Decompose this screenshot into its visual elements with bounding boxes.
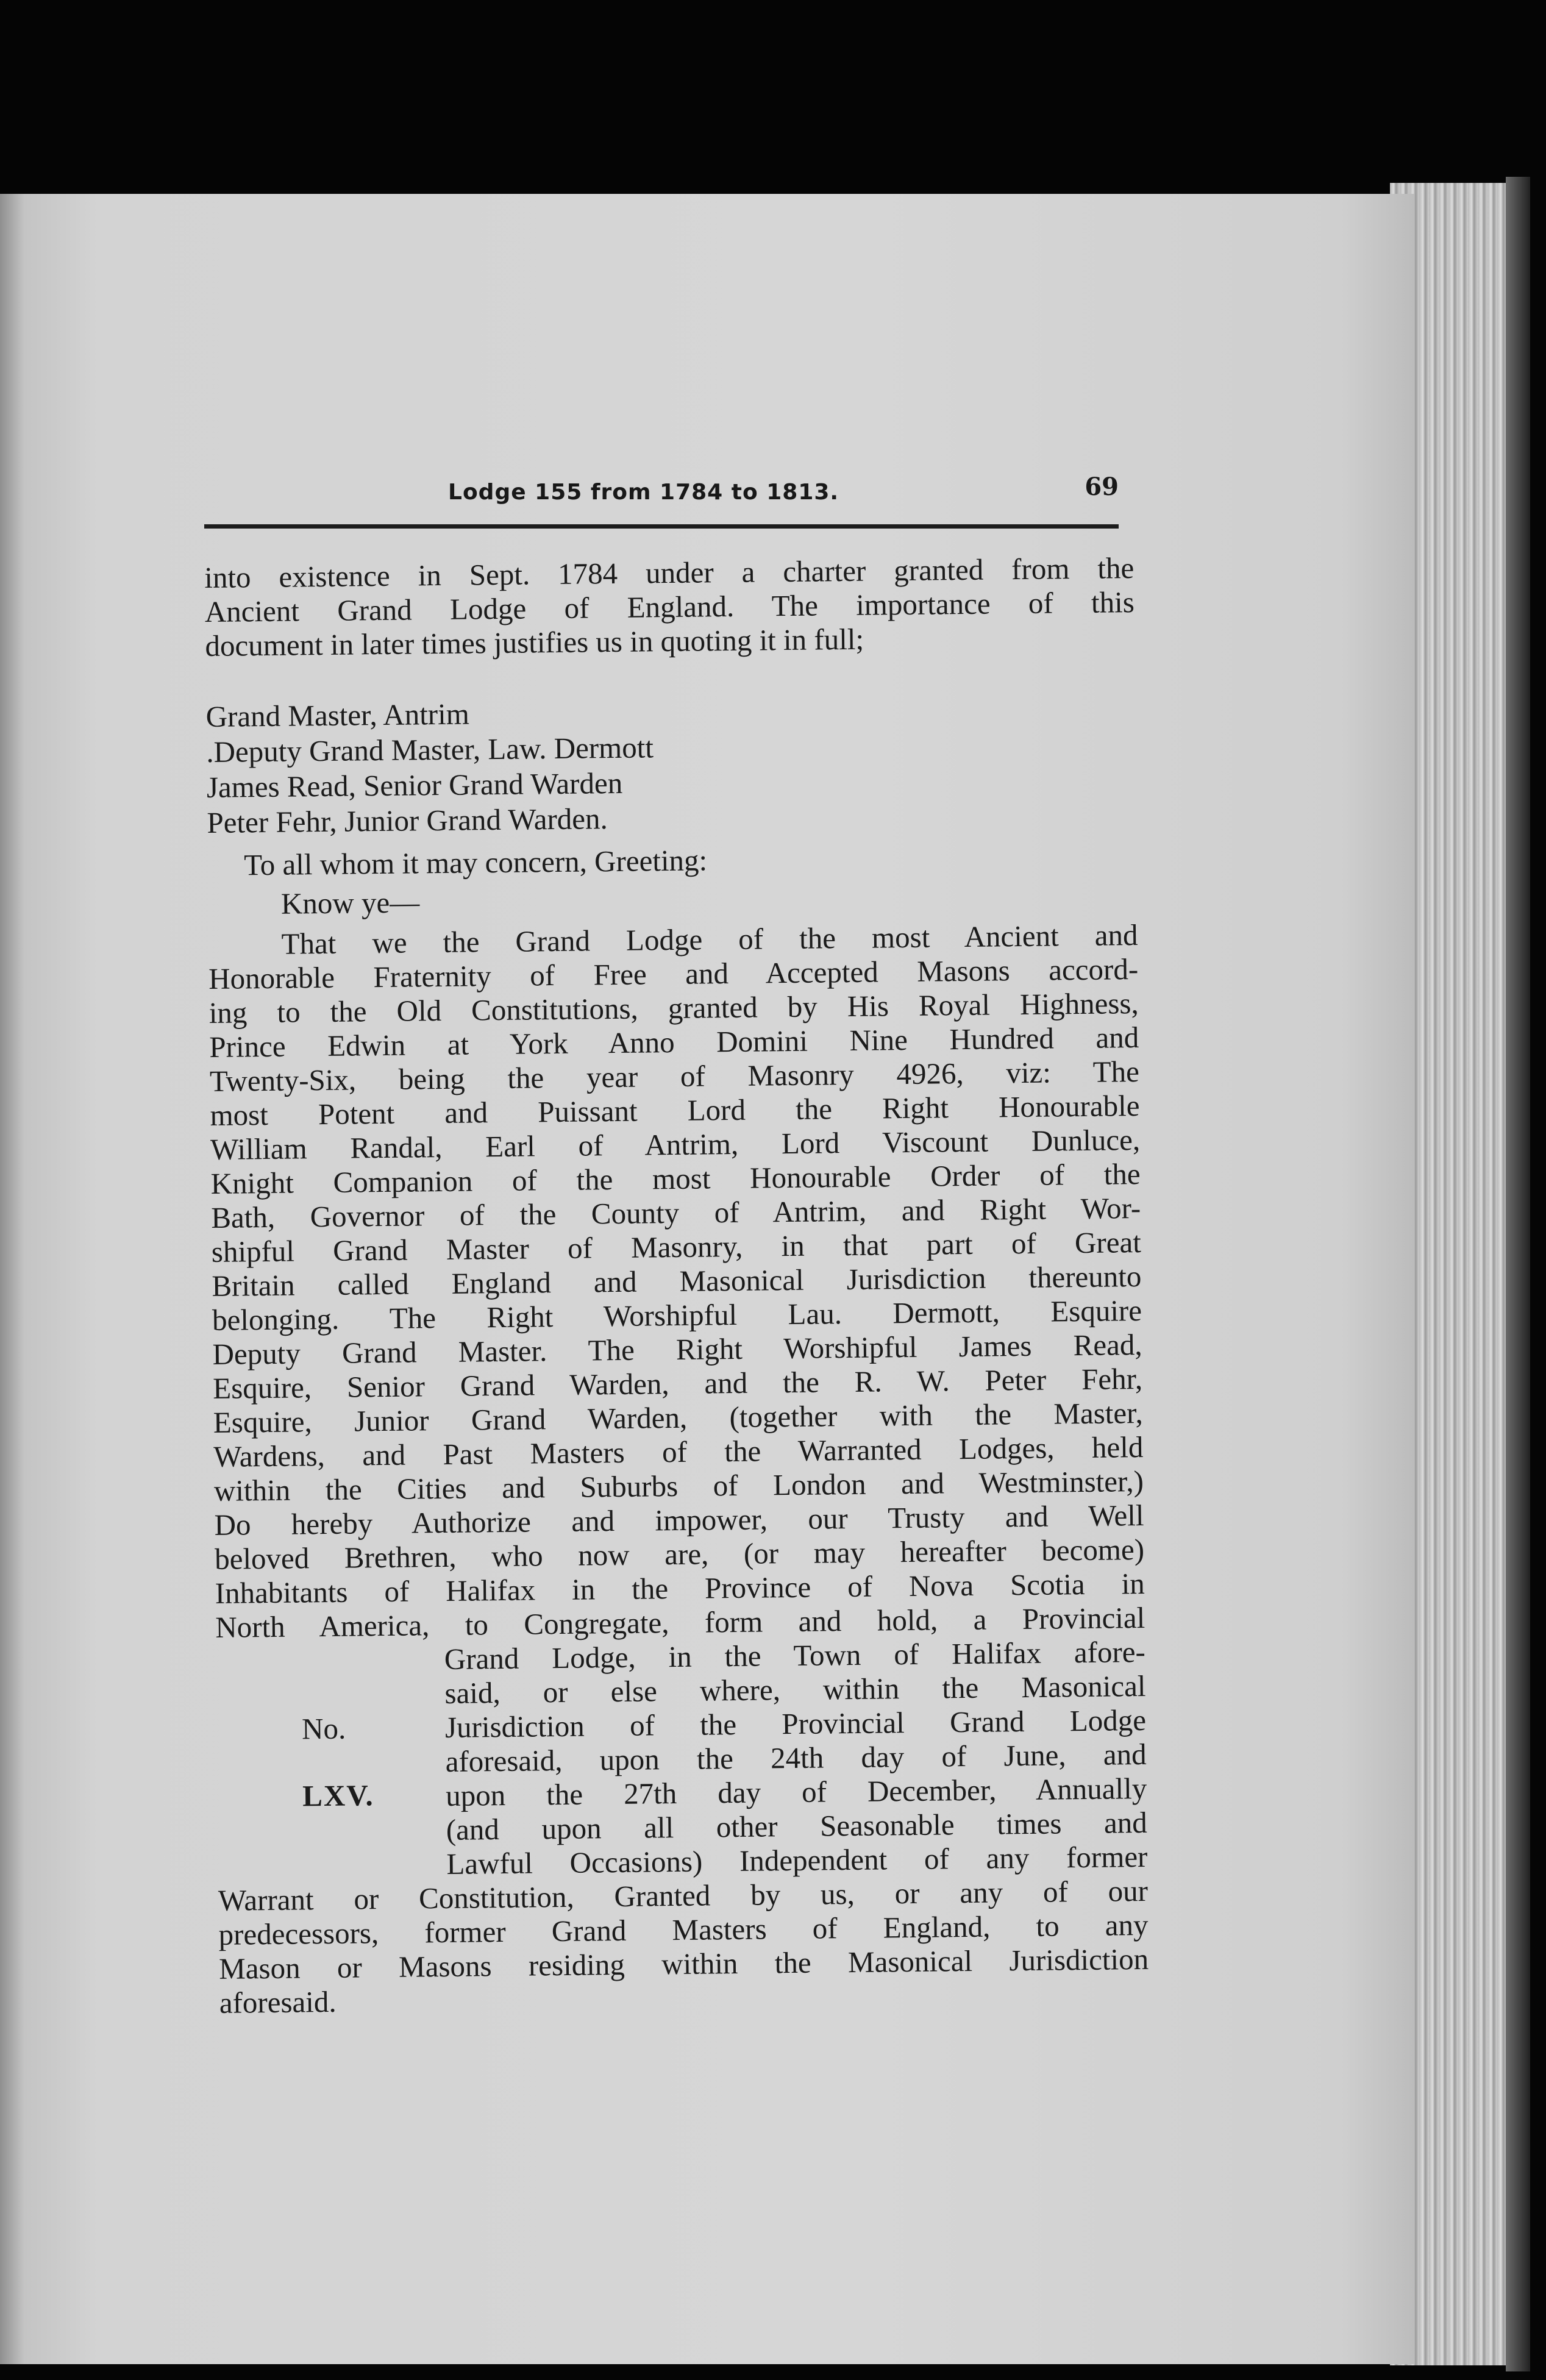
officer-line: Peter Fehr, Junior Grand Warden. <box>207 802 608 839</box>
text-line: document in later times justifies us in quoting it in full; <box>205 622 864 663</box>
text-line: Wardens, and Past Masters of the Warranted Lodges, held <box>213 1430 1144 1473</box>
text-line: upon the 27th day of December, Annually <box>445 1771 1147 1812</box>
margin-note-block <box>216 1635 1148 1884</box>
page-number: 69 <box>1085 472 1119 501</box>
text-line: aforesaid. <box>219 1984 337 2020</box>
text-line: Bath, Governor of the County of Antrim, and Right Wor- <box>210 1191 1141 1235</box>
indented-text <box>444 1635 1148 1881</box>
text-line: Esquire, Junior Grand Warden, (together with the Master, <box>213 1395 1144 1439</box>
text-line: Ancient Grand Lodge of England. The importance of this <box>204 585 1135 629</box>
book-spine-shadow <box>1506 177 1530 2371</box>
text-line: most Potent and Puissant Lord the Right Honourable <box>210 1088 1140 1132</box>
text-line: ing to the Old Constitutions, granted by His Royal Highness, <box>208 986 1139 1030</box>
text-line: belonging. The Right Worshipful Lau. Dermott, Esquire <box>212 1293 1142 1337</box>
text-line: Inhabitants of Halifax in the Province of Nova Scotia in <box>215 1566 1145 1610</box>
text-line: Prince Edwin at York Anno Domini Nine Hundred and <box>209 1020 1139 1064</box>
text-line: predecessors, former Grand Masters of England, to any <box>218 1908 1149 1951</box>
text-line: aforesaid, upon the 24th day of June, and <box>445 1737 1147 1778</box>
text-line: Jurisdiction of the Provincial Grand Lodge <box>444 1703 1147 1744</box>
warrant-paragraph <box>208 918 1149 2020</box>
intro-paragraph <box>204 551 1135 663</box>
officer-line: .Deputy Grand Master, Law. Dermott <box>205 730 654 769</box>
text-line: Grand Lodge, in the Town of Halifax afore- <box>444 1634 1146 1676</box>
header-rule <box>204 524 1119 529</box>
text-line: Deputy Grand Master. The Right Worshipful James Read, <box>212 1327 1142 1371</box>
text-line: Mason or Masons residing within the Masonical Jurisdiction <box>218 1942 1149 1986</box>
margin-note-number: LXV. <box>302 1778 374 1813</box>
page-header <box>204 472 1119 521</box>
text-line: Twenty-Six, being the year of Masonry 4926, viz: The <box>209 1054 1140 1098</box>
text-line: Do hereby Authorize and impower, our Trusty and Well <box>214 1498 1144 1542</box>
body-text <box>204 551 1149 2020</box>
running-head: Lodge 155 from 1784 to 1813. <box>448 480 839 505</box>
text-line: That we the Grand Lodge of the most Ancient and <box>281 917 1138 961</box>
know-ye-line: Know ye— <box>280 885 420 921</box>
officer-line: Grand Master, Antrim <box>205 697 470 733</box>
text-line: North America, to Congregate, form and hold, a Provincial <box>215 1600 1145 1644</box>
text-line: Britain called England and Masonical Jurisdiction thereunto <box>212 1259 1142 1303</box>
text-line: shipful Grand Master of Masonry, in that part of Great <box>211 1225 1142 1269</box>
margin-note-no: No. <box>301 1711 346 1746</box>
text-line: Esquire, Senior Grand Warden, and the R. W. Peter Fehr, <box>212 1361 1143 1405</box>
text-line: Lawful Occasions) Independent of any former <box>446 1839 1148 1881</box>
text-line: into existence in Sept. 1784 under a charter granted from the <box>204 551 1135 594</box>
text-line: said, or else where, within the Masonical <box>444 1669 1146 1710</box>
text-line: within the Cities and Suburbs of London and Westminster,) <box>213 1464 1144 1508</box>
text-line: Knight Companion of the most Honourable Order of the <box>210 1156 1141 1200</box>
officer-list <box>205 690 1136 841</box>
text-line: beloved Brethren, who now are, (or may hereafter become) <box>214 1532 1145 1576</box>
text-line: (and upon all other Seasonable times and <box>446 1805 1148 1847</box>
text-line: Warrant or Constitution, Granted by us, or any of our <box>218 1873 1149 1917</box>
text-line: Honorable Fraternity of Free and Accepted Masons accord- <box>208 952 1139 996</box>
text-line: William Randal, Earl of Antrim, Lord Viscount Dunluce, <box>210 1122 1141 1166</box>
officer-line: James Read, Senior Grand Warden <box>206 766 623 804</box>
greeting-line: To all whom it may concern, Greeting: <box>243 843 708 882</box>
